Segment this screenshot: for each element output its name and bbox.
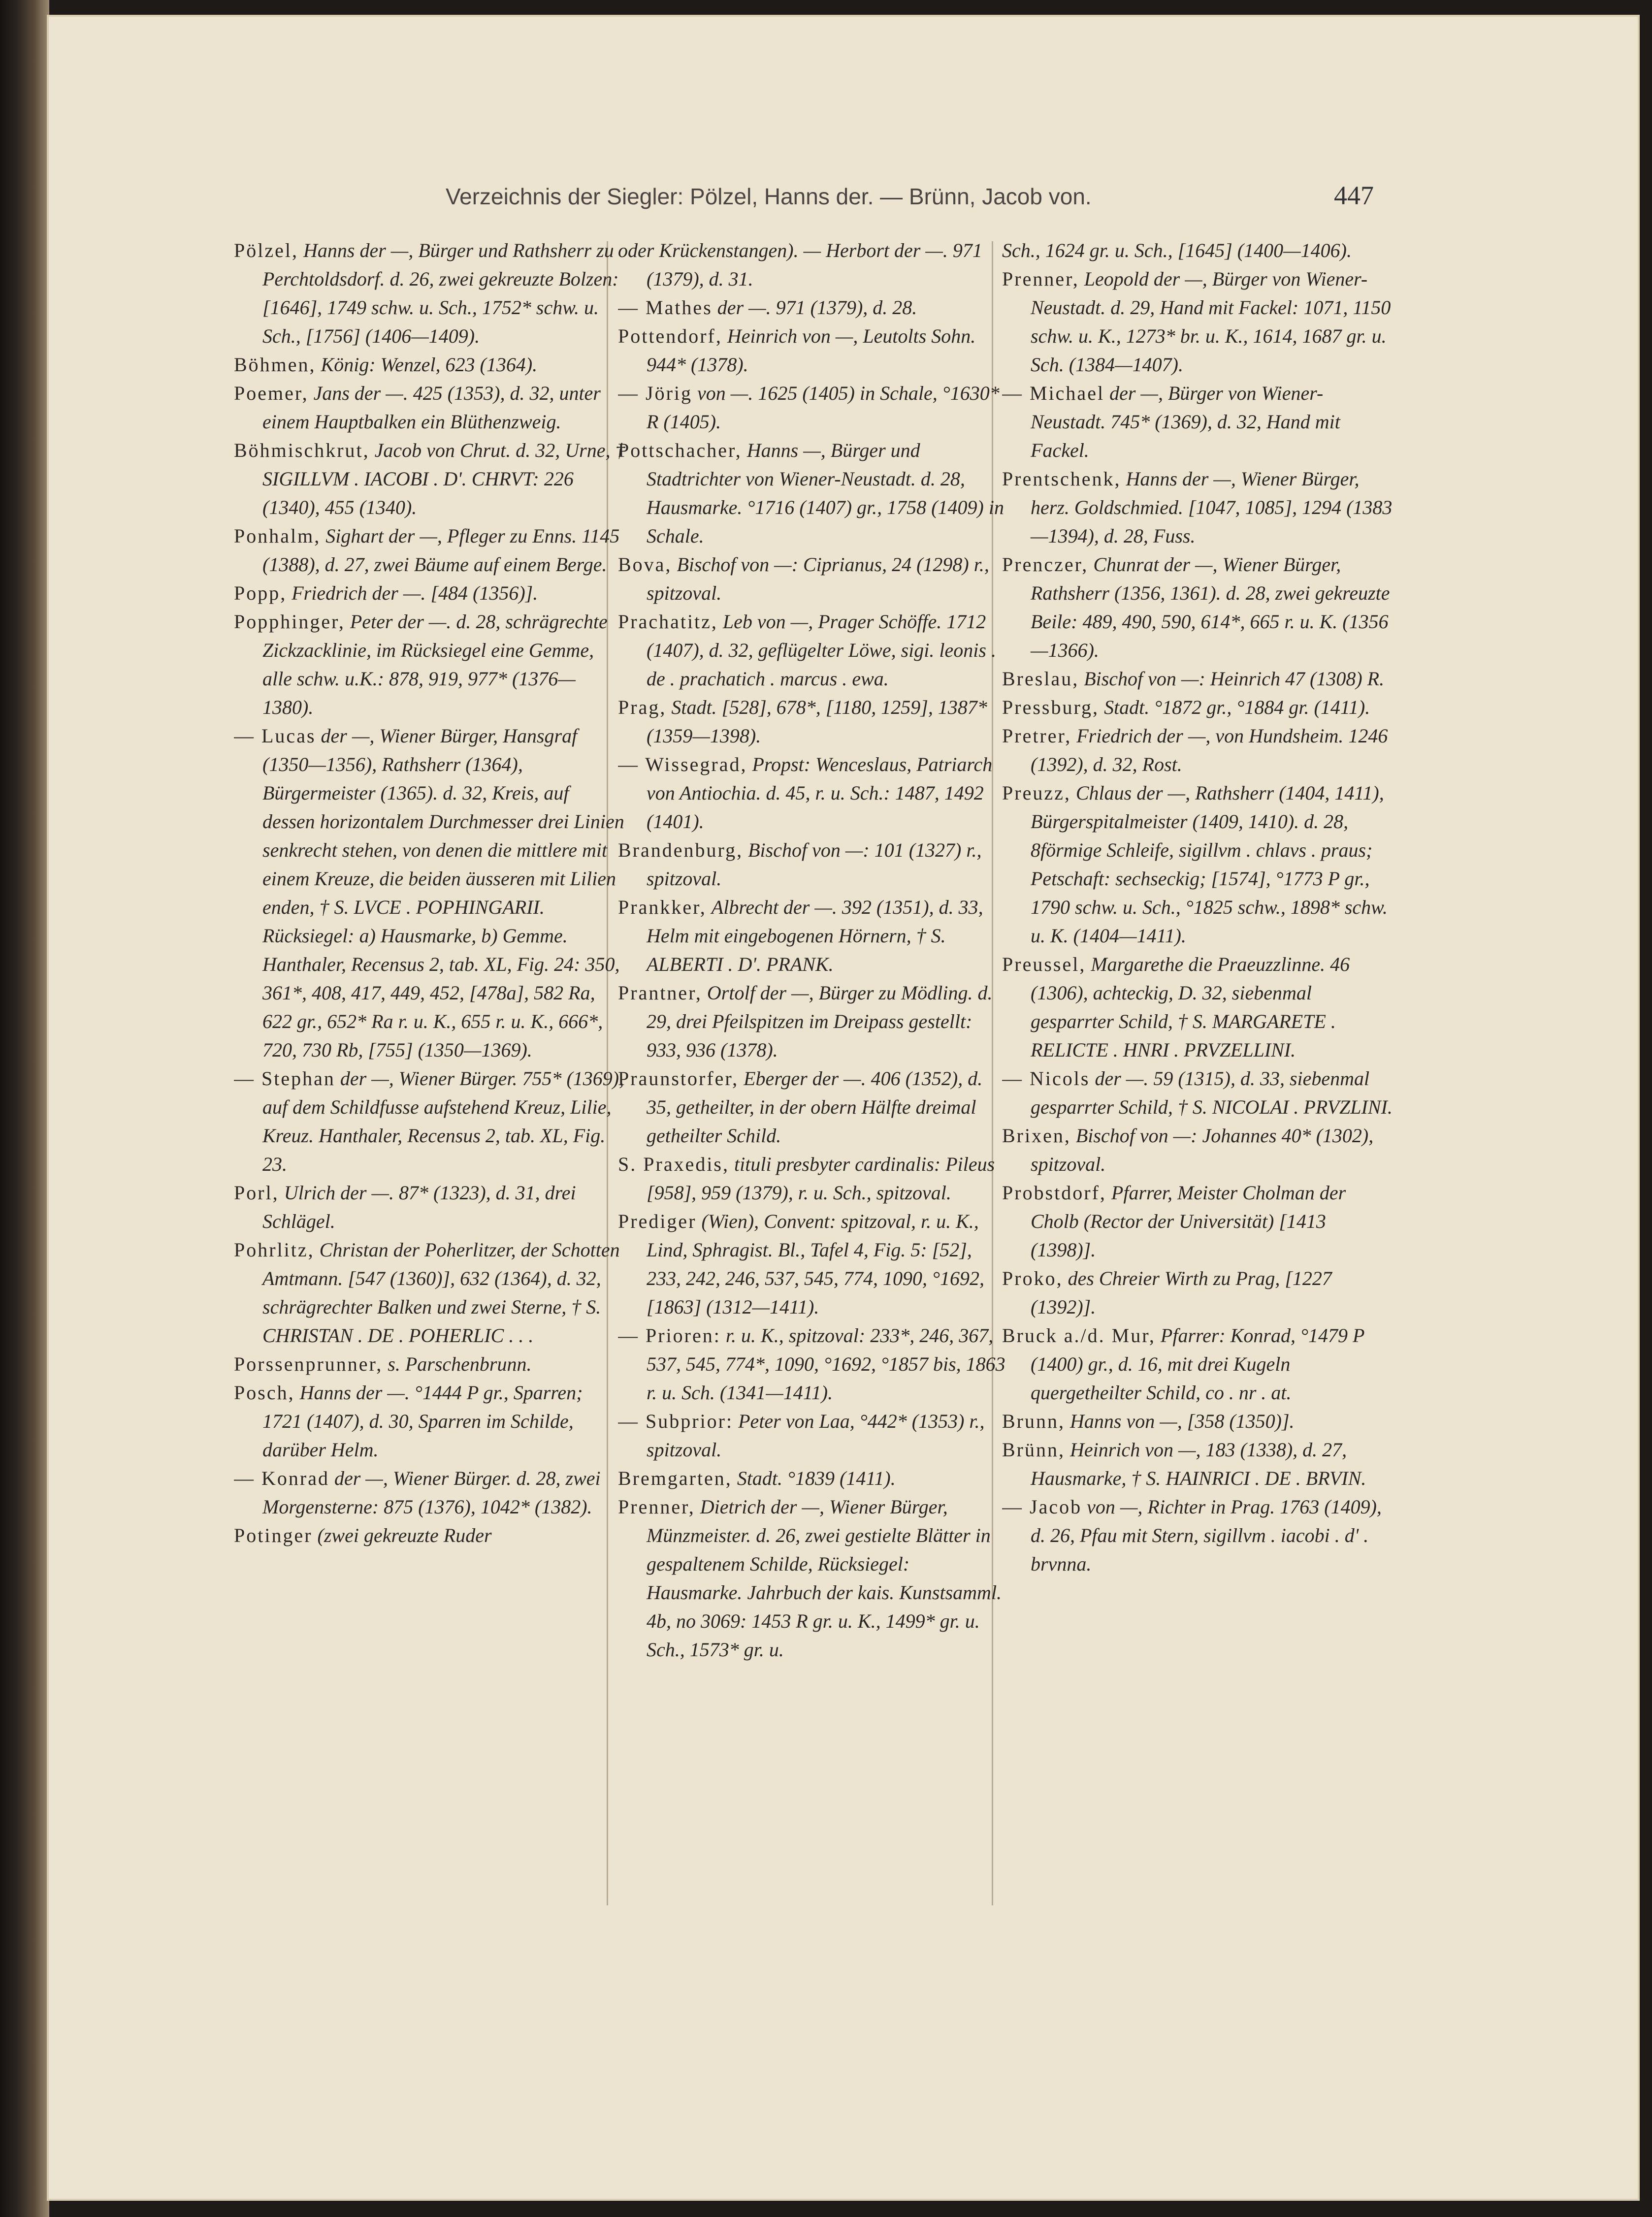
entry-text: Ulrich der —. 87* (1323), d. 31, drei Schlägel. [262, 1182, 576, 1232]
running-title: Verzeichnis der Siegler: Pölzel, Hanns der. — Brünn, Jacob von. [446, 184, 1092, 209]
entry-headword: Pottschacher, [618, 439, 742, 461]
index-entry [234, 722, 625, 1064]
entry-headword: — Wissegrad, [618, 753, 747, 775]
index-entry [1002, 950, 1393, 1064]
entry-headword: — Lucas [234, 725, 316, 747]
index-entry [1002, 1407, 1393, 1436]
entry-headword: Pressburg, [1002, 696, 1100, 718]
index-entry [618, 1064, 1009, 1150]
entry-text: der —. 971 (1379), d. 28. [717, 296, 917, 319]
index-entry [618, 693, 1009, 750]
entry-headword: Prenner, [1002, 268, 1079, 290]
index-entry [234, 608, 625, 722]
entry-headword: Pölzel, [234, 239, 298, 261]
entry-headword: — Konrad [234, 1467, 329, 1489]
entry-headword: Prenner, [618, 1496, 695, 1518]
entry-text: (zwei gekreuzte Ruder [317, 1524, 492, 1546]
index-entry [234, 236, 625, 351]
page-header [396, 177, 1374, 222]
index-entry [618, 322, 1009, 379]
index-entry [234, 1521, 625, 1550]
index-entry [1002, 465, 1393, 550]
entry-text: Margarethe die Praeuzzlinne. 46 (1306), achteckig, D. 32, siebenmal gesparrter Schild, † S. MARGARETE . RELICTE . HNRI . PRVZELLINI. [1031, 953, 1350, 1061]
entry-text: Bischof von —: Johannes 40* (1302), spitzoval. [1031, 1125, 1374, 1175]
index-entry [234, 1236, 625, 1350]
index-entry [618, 436, 1009, 550]
entry-text: Bischof von —: Heinrich 47 (1308) R. [1084, 668, 1385, 690]
entry-headword: — Stephan [234, 1067, 335, 1090]
entry-headword: — Jacob [1002, 1496, 1082, 1518]
index-entry [1002, 1264, 1393, 1321]
entry-headword: Bremgarten, [618, 1467, 732, 1489]
entry-text: der —, Wiener Bürger, Hansgraf (1350—1356), Rathsherr (1364), Bürgermeister (1365). d. 32, Kreis, auf dessen horizontalem Durchmesser drei Linien senkrecht stehen, von denen die mittlere mit einem Kreuze, die beiden äusseren mit Lilien enden, † S. LVCE . POPHINGARII. Rücksiegel: a) Hausmarke, b) Gemme. Hanthaler, Recensus 2, tab. XL, Fig. 24: 350, 361*, 408, 417, 449, 452, [478a], 582 Ra, 622 gr., 652* Ra r. u. K., 655 r. u. K., 666*, 720, 730 Rb, [755] (1350—1369). [262, 725, 624, 1061]
entry-headword: — Subprior: [618, 1410, 734, 1432]
entry-headword: S. Praxedis, [618, 1153, 729, 1175]
index-entry [618, 1150, 1009, 1207]
entry-text: tituli presbyter cardinalis: Pileus [958], 959 (1379), r. u. Sch., spitzoval. [647, 1153, 995, 1204]
index-entry [618, 1464, 1009, 1493]
entry-headword: Bruck a./d. Mur, [1002, 1324, 1156, 1347]
entry-text: König: Wenzel, 623 (1364). [321, 353, 538, 376]
entry-headword: Brünn, [1002, 1439, 1065, 1461]
entry-text: oder Krückenstangen). — Herbort der —. 971 (1379), d. 31. [618, 239, 982, 290]
entry-text: des Chreier Wirth zu Prag, [1227 (1392)]. [1031, 1267, 1332, 1318]
entry-headword: Preussel, [1002, 953, 1086, 975]
entry-text: von —. 1625 (1405) in Schale, °1630* R (1405). [647, 382, 1000, 433]
entry-text: von —, Richter in Prag. 1763 (1409), d. 26, Pfau mit Stern, sigillvm . iacobi . d' . brvnna. [1031, 1496, 1382, 1575]
entry-headword: Prediger [618, 1210, 697, 1232]
entry-headword: — Mathes [618, 296, 713, 319]
entry-text: Friedrich der —, von Hundsheim. 1246 (1392), d. 32, Rost. [1031, 725, 1388, 775]
entry-text: Jacob von Chrut. d. 32, Urne, † SIGILLVM . IACOBI . D'. CHRVT: 226 (1340), 455 (1340). [262, 439, 625, 518]
entry-headword: Porssenprunner, [234, 1353, 383, 1375]
entry-text: Chunrat der —, Wiener Bürger, Rathsherr (1356, 1361). d. 28, zwei gekreuzte Beile: 489, 490, 590, 614*, 665 r. u. K. (1356—1366). [1031, 553, 1390, 661]
index-entry [234, 579, 625, 608]
index-entry [1002, 1064, 1393, 1122]
entry-headword: Pohrlitz, [234, 1239, 315, 1261]
entry-text: Stadt. °1839 (1411). [737, 1467, 896, 1489]
entry-headword: Prag, [618, 696, 667, 718]
entry-text: Stadt. [528], 678*, [1180, 1259], 1387* (1359—1398). [647, 696, 987, 747]
entry-headword: Probstdorf, [1002, 1182, 1106, 1204]
entry-text: Albrecht der —. 392 (1351), d. 33, Helm mit eingebogenen Hörnern, † S. ALBERTI . D'. PRANK. [647, 896, 983, 975]
entry-text: Eberger der —. 406 (1352), d. 35, getheilter, in der obern Hälfte dreimal getheilter Schild. [647, 1067, 983, 1147]
index-entry [618, 1207, 1009, 1321]
index-entry [1002, 550, 1393, 665]
entry-headword: Poemer, [234, 382, 309, 404]
index-entry [234, 379, 625, 436]
entry-text: Heinrich von —, 183 (1338), d. 27, Hausmarke, † S. HAINRICI . DE . BRVIN. [1031, 1439, 1366, 1489]
index-entry [1002, 665, 1393, 693]
index-entry [618, 836, 1009, 893]
index-entry [618, 1407, 1009, 1464]
entry-text: Sighart der —, Pfleger zu Enns. 1145 (1388), d. 27, zwei Bäume auf einem Berge. [262, 525, 620, 576]
entry-headword: — Jörig [618, 382, 692, 404]
entry-headword: Bova, [618, 553, 672, 576]
entry-text: Heinrich von —, Leutolts Sohn. 944* (1378). [647, 325, 976, 376]
entry-headword: Prentschenk, [1002, 468, 1121, 490]
index-entry [234, 522, 625, 579]
index-entry [234, 351, 625, 379]
entry-headword: Prantner, [618, 982, 702, 1004]
entry-text: der —. 59 (1315), d. 33, siebenmal gesparrter Schild, † S. NICOLAI . PRVZLINI. [1031, 1067, 1393, 1118]
entry-text: Propst: Wenceslaus, Patriarch von Antiochia. d. 45, r. u. Sch.: 1487, 1492 (1401). [647, 753, 993, 833]
entry-text: Hanns der —. °1444 P gr., Sparren; 1721 (1407), d. 30, Sparren im Schilde, darüber Helm. [262, 1382, 583, 1461]
entry-headword: Proko, [1002, 1267, 1063, 1289]
entry-text: Pfarrer: Konrad, °1479 P (1400) gr., d. 16, mit drei Kugeln quergetheilter Schild, co . nr . at. [1031, 1324, 1364, 1404]
entry-headword: Potinger [234, 1524, 313, 1546]
entry-headword: Posch, [234, 1382, 295, 1404]
index-entry [234, 1064, 625, 1179]
entry-headword: Brunn, [1002, 1410, 1065, 1432]
index-entry [618, 1321, 1009, 1407]
index-entry [234, 436, 625, 522]
index-entry [618, 236, 1009, 293]
index-column-2 [618, 236, 1009, 1930]
entry-text: der —, Wiener Bürger. 755* (1369), auf dem Schildfusse aufstehend Kreuz, Lilie, Kreuz. Hanthaler, Recensus 2, tab. XL, Fig. 23. [262, 1067, 624, 1175]
entry-text: Hanns von —, [358 (1350)]. [1070, 1410, 1295, 1432]
entry-text: Hanns —, Bürger und Stadtrichter von Wiener-Neustadt. d. 28, Hausmarke. °1716 (1407) gr., 1758 (1409) in Schale. [647, 439, 1004, 547]
entry-text: Hanns der —, Bürger und Rathsherr zu Perchtoldsdorf. d. 26, zwei gekreuzte Bolzen: [1646], 1749 schw. u. Sch., 1752* schw. u. Sch., [1756] (1406—1409). [262, 239, 619, 347]
entry-headword: Ponhalm, [234, 525, 321, 547]
entry-text: (Wien), Convent: spitzoval, r. u. K., Lind, Sphragist. Bl., Tafel 4, Fig. 5: [52], 233, 242, 246, 537, 545, 774, 1090, °1692, [1863] (1312—1411). [647, 1210, 984, 1318]
entry-headword: Prachatitz, [618, 610, 718, 633]
index-entry [618, 750, 1009, 836]
entry-text: s. Parschenbrunn. [388, 1353, 532, 1375]
entry-headword: — Prioren: [618, 1324, 721, 1347]
entry-text: Dietrich der —, Wiener Bürger, Münzmeister. d. 26, zwei gestielte Blätter in gespaltenem Schilde, Rücksiegel: Hausmarke. Jahrbuch der kais. Kunstsamml. 4b, no 3069: 1453 R gr. u. K., 1499* gr. u. Sch., 1573* gr. u. [647, 1496, 1002, 1661]
entry-text: der —, Bürger von Wiener-Neustadt. 745* (1369), d. 32, Hand mit Fackel. [1031, 382, 1340, 461]
entry-headword: Prankker, [618, 896, 707, 918]
entry-text: Chlaus der —, Rathsherr (1404, 1411), Bürgerspitalmeister (1409, 1410). d. 28, 8förmige Schleife, sigillvm . chlavs . praus; Petschaft: sechseckig; [1574], °1773 P gr., 1790 schw. u. Sch., °1825 schw., 1898* schw. u. K. (1404—1411). [1031, 782, 1388, 947]
index-entry [234, 1179, 625, 1236]
entry-headword: Praunstorfer, [618, 1067, 739, 1090]
index-entry [618, 550, 1009, 608]
index-column-1 [234, 236, 625, 1930]
index-entry [1002, 265, 1393, 379]
entry-headword: — Nicols [1002, 1067, 1090, 1090]
entry-text: Bischof von —: Ciprianus, 24 (1298) r., spitzoval. [647, 553, 989, 604]
entry-text: Christan der Poherlitzer, der Schotten Amtmann. [547 (1360)], 632 (1364), d. 32, schrägrechter Balken und zwei Sterne, † S. CHRISTAN . DE . POHERLIC . . . [262, 1239, 620, 1347]
index-entry [1002, 236, 1393, 265]
entry-text: Pfarrer, Meister Cholman der Cholb (Rector der Universität) [1413 (1398)]. [1031, 1182, 1346, 1261]
book-binding [0, 0, 49, 2217]
page-number: 447 [1334, 181, 1374, 210]
index-entry [1002, 779, 1393, 950]
index-entry [618, 979, 1009, 1064]
entry-text: Friedrich der —. [484 (1356)]. [292, 582, 538, 604]
entry-headword: Popp, [234, 582, 287, 604]
entry-text: Leopold der —, Bürger von Wiener-Neustadt. d. 29, Hand mit Fackel: 1071, 1150 schw. u. K., 1273* br. u. K., 1614, 1687 gr. u. Sch. (1384—1407). [1031, 268, 1391, 376]
index-entry [618, 293, 1009, 322]
index-entry [618, 379, 1009, 436]
entry-headword: Breslau, [1002, 668, 1079, 690]
index-entry [1002, 1179, 1393, 1264]
entry-headword: Prenczer, [1002, 553, 1089, 576]
entry-headword: Pretrer, [1002, 725, 1072, 747]
index-entry [234, 1464, 625, 1521]
index-entry [234, 1350, 625, 1379]
index-entry [618, 1493, 1009, 1664]
entry-text: Peter der —. d. 28, schrägrechte Zickzacklinie, im Rücksiegel eine Gemme, alle schw. u.K.: 878, 919, 977* (1376—1380). [262, 610, 608, 718]
index-column-3 [1002, 236, 1393, 1930]
entry-headword: Brandenburg, [618, 839, 744, 861]
entry-text: Jans der —. 425 (1353), d. 32, unter einem Hauptbalken ein Blüthenzweig. [262, 382, 601, 433]
entry-text: Hanns der —, Wiener Bürger, herz. Goldschmied. [1047, 1085], 1294 (1383—1394), d. 28, Fuss. [1031, 468, 1393, 547]
index-entry [1002, 693, 1393, 722]
entry-text: Leb von —, Prager Schöffe. 1712 (1407), d. 32, geflügelter Löwe, sigi. leonis . de . prachatich . marcus . ewa. [647, 610, 996, 690]
entry-headword: Porl, [234, 1182, 279, 1204]
entry-headword: Popphinger, [234, 610, 345, 633]
index-entry [1002, 1321, 1393, 1407]
index-entry [1002, 1122, 1393, 1179]
entry-headword: Brixen, [1002, 1125, 1071, 1147]
entry-headword: Preuzz, [1002, 782, 1071, 804]
entry-text: Bischof von —: 101 (1327) r., spitzoval. [647, 839, 982, 890]
entry-text: Ortolf der —, Bürger zu Mödling. d. 29, drei Pfeilspitzen im Dreipass gestellt: 933, 936 (1378). [647, 982, 993, 1061]
entry-text: Peter von Laa, °442* (1353) r., spitzoval. [647, 1410, 985, 1461]
entry-headword: Böhmischkrut, [234, 439, 370, 461]
entry-text: Stadt. °1872 gr., °1884 gr. (1411). [1104, 696, 1370, 718]
entry-headword: Pottendorf, [618, 325, 722, 347]
entry-headword: Böhmen, [234, 353, 316, 376]
entry-text: der —, Wiener Bürger. d. 28, zwei Morgensterne: 875 (1376), 1042* (1382). [262, 1467, 601, 1518]
entry-text: Sch., 1624 gr. u. Sch., [1645] (1400—1406). [1002, 239, 1352, 261]
index-entry [1002, 379, 1393, 465]
entry-headword: — Michael [1002, 382, 1105, 404]
entry-text: r. u. K., spitzoval: 233*, 246, 367, 537, 545, 774*, 1090, °1692, °1857 bis, 1863 r. u. Sch. (1341—1411). [647, 1324, 1005, 1404]
index-entry [618, 608, 1009, 693]
index-entry [1002, 1493, 1393, 1578]
index-entry [234, 1379, 625, 1464]
index-entry [618, 893, 1009, 979]
index-entry [1002, 722, 1393, 779]
index-entry [1002, 1436, 1393, 1493]
